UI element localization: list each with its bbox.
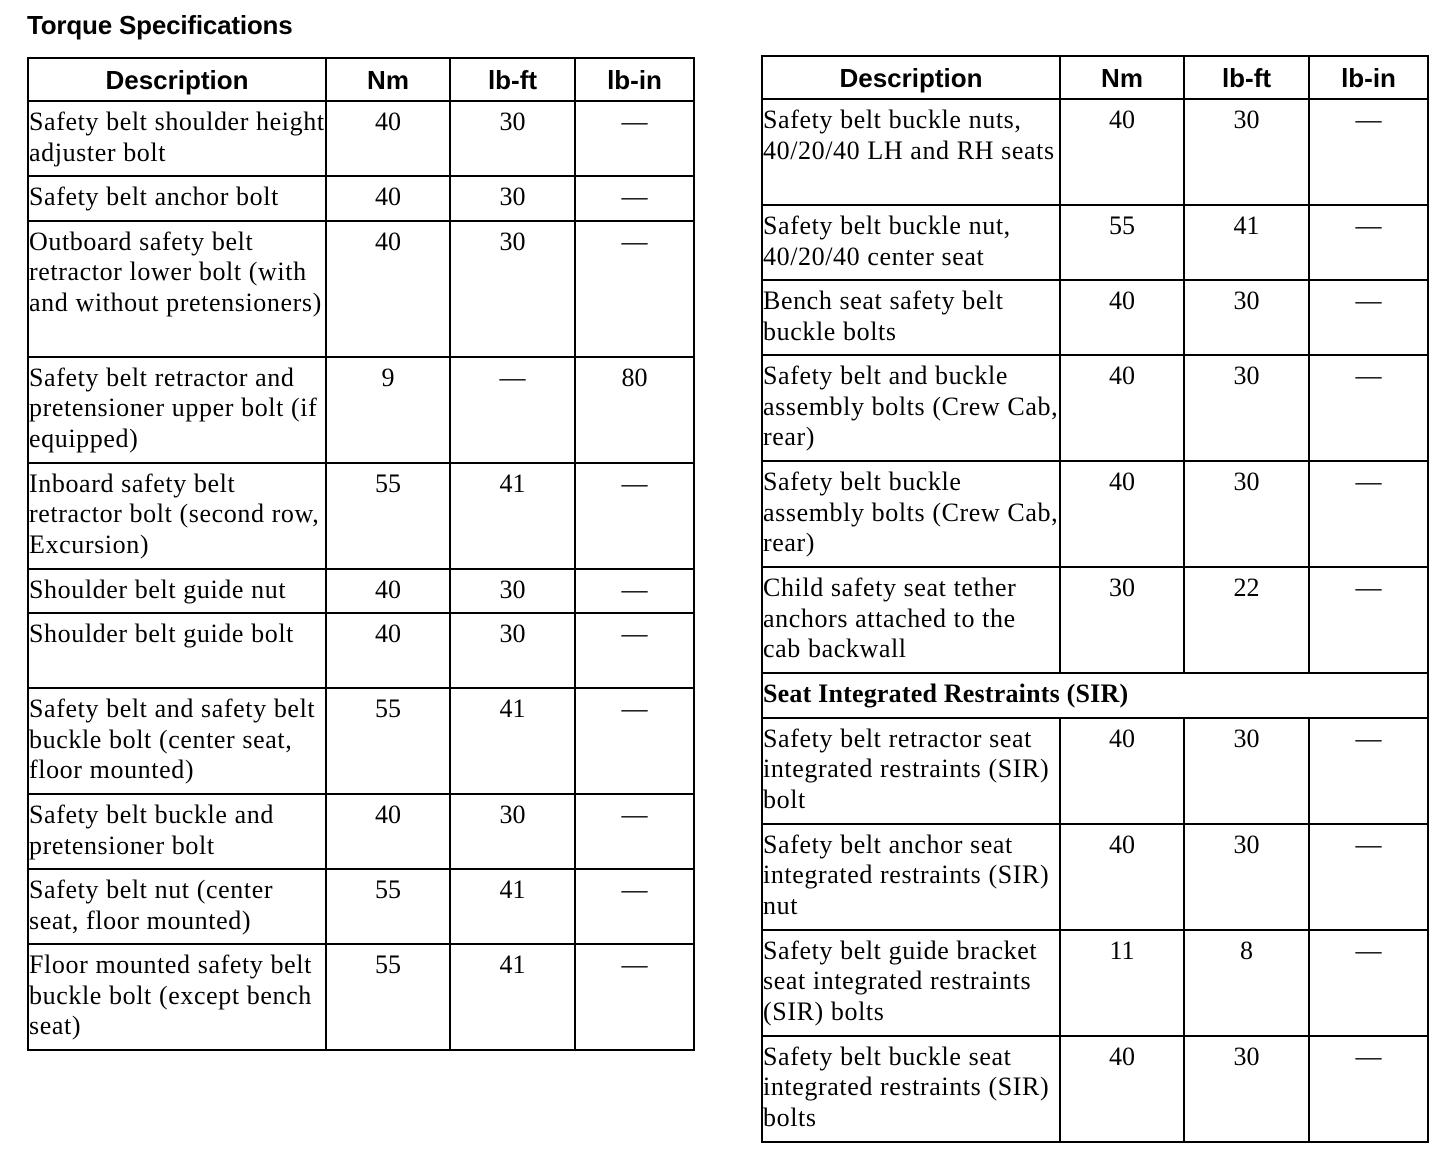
lb-ft-cell: 30 <box>1184 718 1309 824</box>
section-heading-row <box>762 673 1428 718</box>
nm-cell: 9 <box>326 357 450 463</box>
nm-cell: 40 <box>1060 461 1184 567</box>
description-cell: Safety belt buckle assembly bolts (Crew Cab, rear) <box>762 461 1060 567</box>
lb-in-cell: — <box>1309 567 1428 673</box>
nm-cell: 40 <box>1060 718 1184 824</box>
nm-cell: 55 <box>326 463 450 569</box>
lb-ft-cell: 8 <box>1184 930 1309 1036</box>
lb-ft-cell: 30 <box>450 101 575 176</box>
nm-cell: 55 <box>326 944 450 1050</box>
header-description: Description <box>762 56 1060 99</box>
nm-cell: 40 <box>326 221 450 357</box>
lb-ft-cell: 41 <box>450 869 575 944</box>
table-row <box>762 280 1428 355</box>
table-row <box>28 463 694 569</box>
description-cell: Safety belt retractor seat integrated restraints (SIR) bolt <box>762 718 1060 824</box>
lb-ft-cell: 30 <box>1184 1036 1309 1142</box>
lb-in-cell: — <box>1309 461 1428 567</box>
table-row <box>28 357 694 463</box>
table-row <box>28 176 694 221</box>
lb-ft-cell: 30 <box>1184 824 1309 930</box>
nm-cell: 40 <box>326 569 450 614</box>
torque-table-right <box>761 55 1429 1143</box>
lb-ft-cell: 30 <box>1184 461 1309 567</box>
table-row <box>762 355 1428 461</box>
description-cell: Safety belt and safety belt buckle bolt (center seat, floor mounted) <box>28 688 326 794</box>
table-row <box>28 794 694 869</box>
lb-in-cell: — <box>575 569 694 614</box>
lb-in-cell: — <box>1309 1036 1428 1142</box>
description-cell: Child safety seat tether anchors attached to the cab backwall <box>762 567 1060 673</box>
table-row <box>762 461 1428 567</box>
lb-ft-cell: 30 <box>450 794 575 869</box>
lb-ft-cell: 41 <box>450 944 575 1050</box>
lb-in-cell: — <box>1309 99 1428 205</box>
nm-cell: 40 <box>326 101 450 176</box>
table-row <box>28 221 694 357</box>
description-cell: Safety belt anchor bolt <box>28 176 326 221</box>
nm-cell: 55 <box>326 688 450 794</box>
description-cell: Inboard safety belt retractor bolt (second row, Excursion) <box>28 463 326 569</box>
lb-ft-cell: 30 <box>1184 99 1309 205</box>
nm-cell: 55 <box>1060 205 1184 280</box>
lb-in-cell: — <box>1309 205 1428 280</box>
description-cell: Safety belt nut (center seat, floor mounted) <box>28 869 326 944</box>
table-row <box>28 869 694 944</box>
description-cell: Safety belt buckle nut, 40/20/40 center seat <box>762 205 1060 280</box>
lb-in-cell: — <box>575 221 694 357</box>
section-heading-sir: Seat Integrated Restraints (SIR) <box>762 673 1428 718</box>
lb-in-cell: — <box>575 944 694 1050</box>
description-cell: Shoulder belt guide nut <box>28 569 326 614</box>
table-row <box>28 569 694 614</box>
lb-ft-cell: 30 <box>450 613 575 688</box>
lb-in-cell: — <box>575 101 694 176</box>
lb-in-cell: — <box>1309 718 1428 824</box>
table-row <box>762 99 1428 205</box>
header-nm: Nm <box>326 58 450 101</box>
header-lb-ft: lb-ft <box>450 58 575 101</box>
nm-cell: 40 <box>326 613 450 688</box>
table-row <box>762 718 1428 824</box>
table-row <box>762 930 1428 1036</box>
nm-cell: 40 <box>326 176 450 221</box>
description-cell: Floor mounted safety belt buckle bolt (except bench seat) <box>28 944 326 1050</box>
lb-ft-cell: 30 <box>450 176 575 221</box>
nm-cell: 30 <box>1060 567 1184 673</box>
description-cell: Safety belt buckle and pretensioner bolt <box>28 794 326 869</box>
description-cell: Outboard safety belt retractor lower bolt (with and without pretensioners) <box>28 221 326 357</box>
table-row <box>762 567 1428 673</box>
lb-in-cell: — <box>575 794 694 869</box>
lb-ft-cell: 30 <box>1184 355 1309 461</box>
header-row <box>28 58 694 101</box>
description-cell: Bench seat safety belt buckle bolts <box>762 280 1060 355</box>
nm-cell: 40 <box>1060 355 1184 461</box>
description-cell: Safety belt buckle seat integrated restraints (SIR) bolts <box>762 1036 1060 1142</box>
lb-in-cell: — <box>1309 280 1428 355</box>
description-cell: Shoulder belt guide bolt <box>28 613 326 688</box>
page-title: Torque Specifications <box>27 10 293 40</box>
header-nm: Nm <box>1060 56 1184 99</box>
table-row <box>762 824 1428 930</box>
table-row <box>28 101 694 176</box>
lb-in-cell: — <box>575 688 694 794</box>
nm-cell: 11 <box>1060 930 1184 1036</box>
table-row <box>762 1036 1428 1142</box>
nm-cell: 40 <box>326 794 450 869</box>
table-row <box>762 205 1428 280</box>
description-cell: Safety belt guide bracket seat integrated restraints (SIR) bolts <box>762 930 1060 1036</box>
lb-ft-cell: 30 <box>450 569 575 614</box>
lb-ft-cell: 41 <box>450 688 575 794</box>
description-cell: Safety belt shoulder height adjuster bolt <box>28 101 326 176</box>
table-row <box>28 688 694 794</box>
lb-in-cell: — <box>575 869 694 944</box>
lb-in-cell: — <box>1309 930 1428 1036</box>
lb-ft-cell: — <box>450 357 575 463</box>
lb-ft-cell: 41 <box>1184 205 1309 280</box>
nm-cell: 40 <box>1060 824 1184 930</box>
lb-ft-cell: 41 <box>450 463 575 569</box>
nm-cell: 40 <box>1060 1036 1184 1142</box>
lb-ft-cell: 30 <box>1184 280 1309 355</box>
lb-in-cell: 80 <box>575 357 694 463</box>
header-lb-ft: lb-ft <box>1184 56 1309 99</box>
header-lb-in: lb-in <box>1309 56 1428 99</box>
table-row <box>28 613 694 688</box>
nm-cell: 40 <box>1060 280 1184 355</box>
description-cell: Safety belt anchor seat integrated restraints (SIR) nut <box>762 824 1060 930</box>
header-lb-in: lb-in <box>575 58 694 101</box>
lb-in-cell: — <box>575 613 694 688</box>
nm-cell: 40 <box>1060 99 1184 205</box>
lb-ft-cell: 22 <box>1184 567 1309 673</box>
lb-in-cell: — <box>1309 355 1428 461</box>
lb-in-cell: — <box>1309 824 1428 930</box>
nm-cell: 55 <box>326 869 450 944</box>
lb-in-cell: — <box>575 463 694 569</box>
description-cell: Safety belt and buckle assembly bolts (Crew Cab, rear) <box>762 355 1060 461</box>
header-description: Description <box>28 58 326 101</box>
torque-table-left <box>27 57 695 1051</box>
table-row <box>28 944 694 1050</box>
description-cell: Safety belt buckle nuts, 40/20/40 LH and RH seats <box>762 99 1060 205</box>
header-row <box>762 56 1428 99</box>
lb-in-cell: — <box>575 176 694 221</box>
description-cell: Safety belt retractor and pretensioner upper bolt (if equipped) <box>28 357 326 463</box>
lb-ft-cell: 30 <box>450 221 575 357</box>
